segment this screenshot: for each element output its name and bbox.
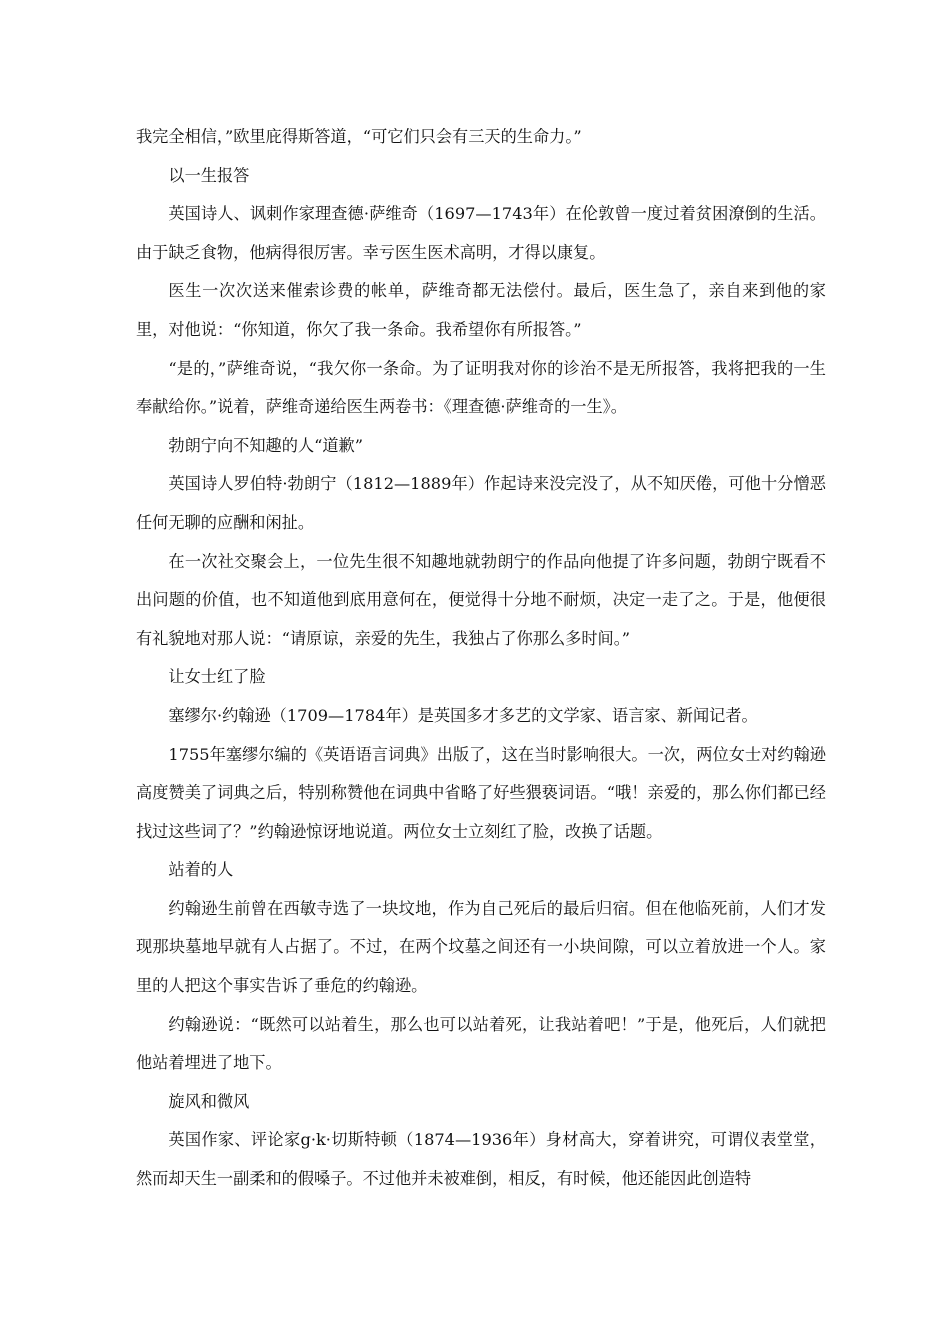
paragraph: 英国作家、评论家g·k·切斯特顿（1874—1936年）身材高大，穿着讲究，可谓仪表堂堂，然而却天生一副柔和的假嗓子。不过他并未被难倒，相反，有时候，他还能因此创造特 — [136, 1130, 826, 1189]
paragraph: 约翰逊说：“既然可以站着生，那么也可以站着死，让我站着吧！”于是，他死后，人们就把他站着埋进了地下。 — [136, 1014, 826, 1073]
section-heading-ladies-blushed: 让女士红了脸 — [168, 667, 266, 687]
paragraph: 1755年塞缪尔编的《英语语言词典》出版了，这在当时影响很大。一次，两位女士对约翰逊高度赞美了词典之后，特别称赞他在词典中省略了好些猥亵词语。“哦！亲爱的，那么你们都已经找过这些词了？”约翰逊惊讶地说道。两位女士立刻红了脸，改换了话题。 — [136, 744, 826, 841]
paragraph: 在一次社交聚会上，一位先生很不知趣地就勃朗宁的作品向他提了许多问题，勃朗宁既看不出问题的价值，也不知道他到底用意何在，便觉得十分地不耐烦，决定一走了之。于是，他便很有礼貌地对那人说：“请原谅，亲爱的先生，我独占了你那么多时间。” — [136, 551, 826, 648]
section-heading-browning-apology: 勃朗宁向不知趣的人“道歉” — [168, 435, 364, 455]
section-heading-standing-man: 站着的人 — [168, 860, 234, 880]
paragraph: 塞缪尔·约翰逊（1709—1784年）是英国多才多艺的文学家、语言家、新闻记者。 — [168, 705, 758, 725]
section-heading-repay-with-life: 以一生报答 — [168, 165, 250, 185]
paragraph-continuation: 我完全相信，”欧里庇得斯答道，“可它们只会有三天的生命力。” — [136, 127, 582, 146]
paragraph: 英国诗人罗伯特·勃朗宁（1812—1889年）作起诗来没完没了，从不知厌倦，可他十分憎恶任何无聊的应酬和闲扯。 — [136, 474, 826, 532]
section-heading-whirlwind-breeze: 旋风和微风 — [168, 1091, 250, 1111]
paragraph: “是的，”萨维奇说，“我欠你一条命。为了证明我对你的诊治不是无所报答，我将把我的一生奉献给你。”说着，萨维奇递给医生两卷书：《理查德·萨维奇的一生》。 — [136, 358, 826, 417]
paragraph: 英国诗人、讽刺作家理查德·萨维奇（1697—1743年）在伦敦曾一度过着贫困潦倒的生活。由于缺乏食物，他病得很厉害。幸亏医生医术高明，才得以康复。 — [136, 204, 826, 262]
paragraph: 医生一次次送来催索诊费的帐单，萨维奇都无法偿付。最后，医生急了，亲自来到他的家里，对他说：“你知道，你欠了我一条命。我希望你有所报答。” — [136, 281, 826, 339]
document-body — [136, 118, 826, 1199]
paragraph: 约翰逊生前曾在西敏寺选了一块坟地，作为自己死后的最后归宿。但在他临死前，人们才发现那块墓地早就有人占据了。不过，在两个坟墓之间还有一小块间隙，可以立着放进一个人。家里的人把这个事实告诉了垂危的约翰逊。 — [136, 898, 826, 996]
